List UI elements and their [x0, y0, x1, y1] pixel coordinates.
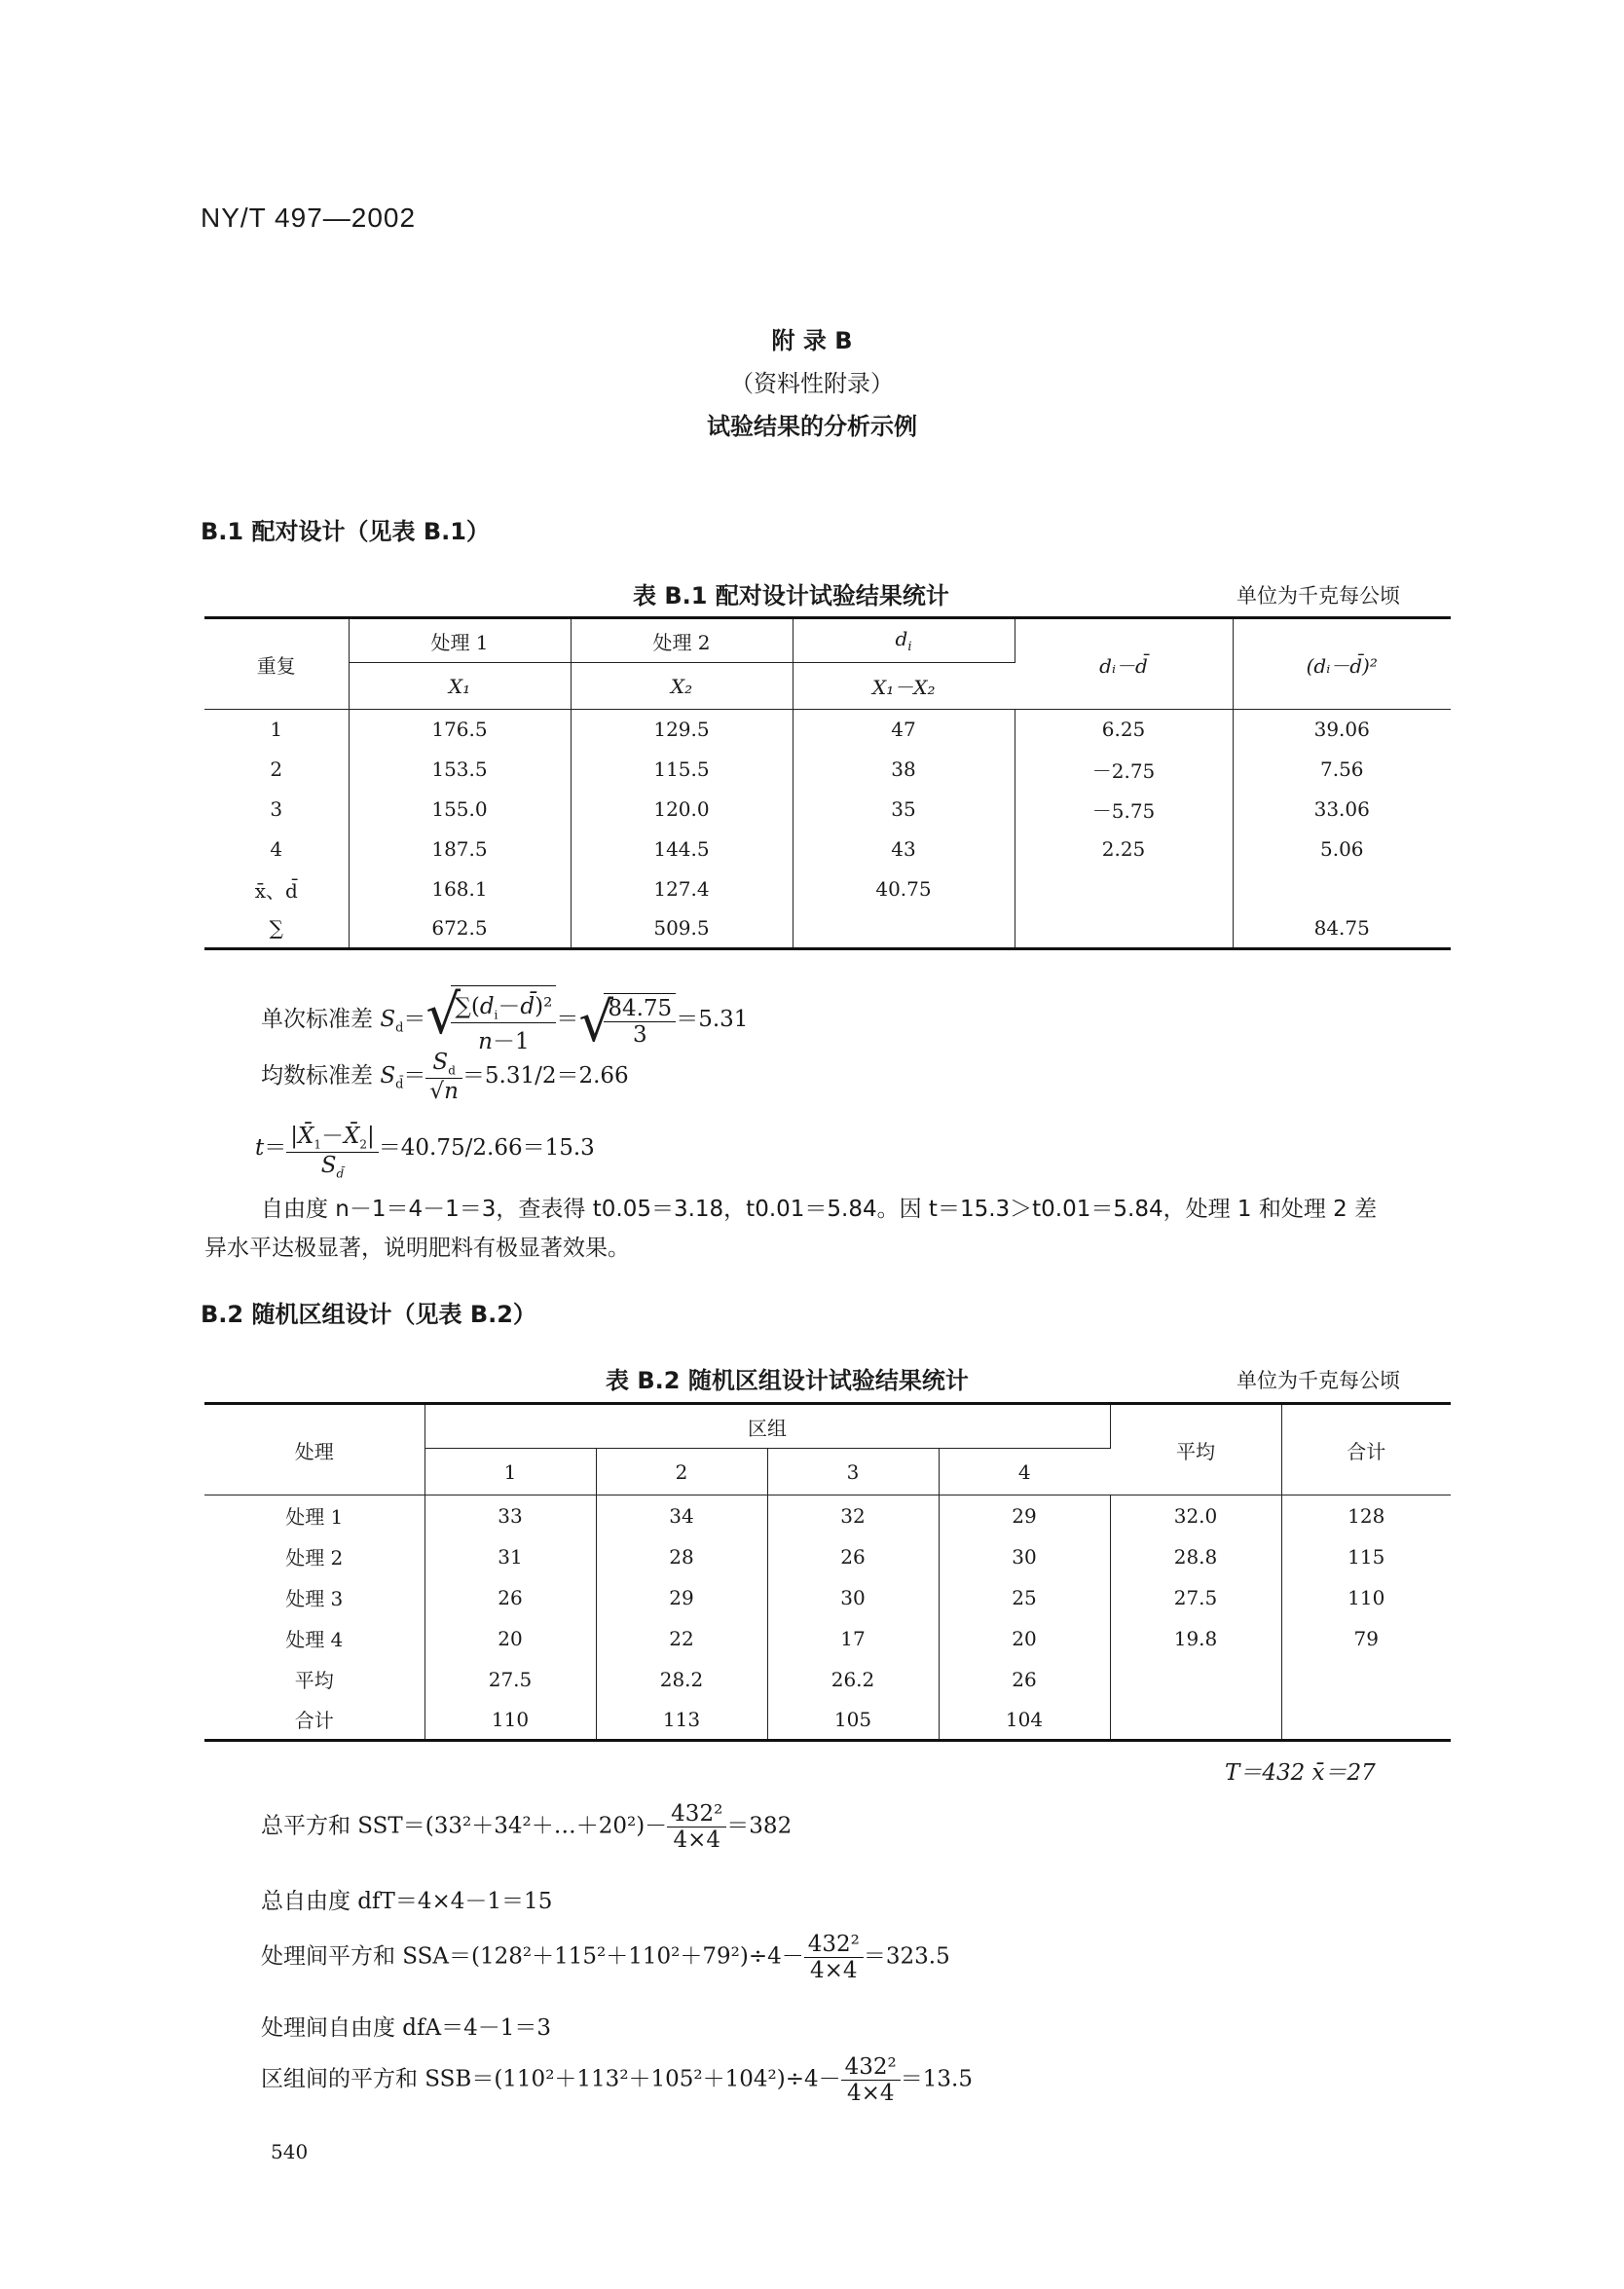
- eq-t-result: ＝40.75/2.66＝15.3: [378, 1135, 595, 1162]
- table-cell: x̄、d̄: [204, 869, 349, 909]
- totals-line: T＝432 x̄＝27: [1225, 1760, 1376, 1786]
- table-cell: 25: [939, 1577, 1110, 1618]
- col-x1x2: X₁－X₂: [793, 663, 1015, 710]
- table-cell: 6.25: [1015, 710, 1233, 750]
- table-cell: [1281, 1700, 1451, 1741]
- table-row: [204, 1659, 1451, 1700]
- col-x2: X₂: [571, 663, 793, 710]
- table-cell: 113: [596, 1700, 767, 1741]
- table-cell: 26: [939, 1659, 1110, 1700]
- table-cell: 3: [204, 790, 349, 830]
- table-cell: 168.1: [349, 869, 571, 909]
- frac-num: 432²: [804, 1932, 864, 1958]
- table-row: [204, 1700, 1451, 1741]
- table-cell: 30: [767, 1577, 939, 1618]
- table-cell: 128: [1347, 1503, 1385, 1528]
- table-cell: 19.8: [1110, 1618, 1281, 1659]
- eq-ss-b: [261, 2054, 973, 2106]
- table-cell: 20: [939, 1618, 1110, 1659]
- col-x1: X₁: [349, 663, 571, 710]
- table-cell: －2.75: [1015, 750, 1233, 790]
- eq-ss-total-text: 总平方和 SST＝(33²＋34²＋…＋20²)－: [261, 1813, 668, 1839]
- table-cell: 176.5: [349, 710, 571, 750]
- table-cell: [1015, 869, 1233, 909]
- table-cell: 合计: [204, 1700, 424, 1741]
- table-cell: 26: [424, 1577, 596, 1618]
- table-cell: 28: [596, 1536, 767, 1577]
- table-cell: 4: [204, 830, 349, 869]
- eq-ss-a-text: 处理间平方和 SSA＝(128²＋115²＋110²＋79²)÷4－: [261, 1943, 804, 1970]
- eq-sdm-result: ＝5.31/2＝2.66: [461, 1062, 629, 1089]
- table-cell: 26.2: [767, 1659, 939, 1700]
- table-cell: 40.75: [793, 869, 1015, 909]
- col-rep: 重复: [204, 618, 349, 710]
- table-row: [204, 790, 1451, 830]
- table-cell: 处理 2: [204, 1536, 424, 1577]
- eq-sd-result: ＝5.31: [676, 1006, 749, 1032]
- table-cell: 32.0: [1110, 1495, 1281, 1536]
- table-cell: 509.5: [571, 909, 793, 949]
- table-cell: 127.4: [571, 869, 793, 909]
- table-cell: 105: [767, 1700, 939, 1741]
- table-cell: 33.06: [1313, 797, 1370, 821]
- eq-sdm: 均数标准差 $S_{d̄}=$ $\frac{S_d}{√n}$ ＝5.31/2＝2.66: [261, 1050, 629, 1104]
- table-cell: －5.75: [1015, 790, 1233, 830]
- table-cell: 33: [424, 1495, 596, 1536]
- table-cell: [1110, 1659, 1281, 1700]
- appendix-title: 附 录 B: [771, 327, 853, 354]
- eq-ss-b-text: 区组间的平方和 SSB＝(110²＋113²＋105²＋104²)÷4－: [261, 2066, 841, 2092]
- table-b1-caption: 表 B.1 配对设计试验结果统计: [633, 582, 949, 609]
- col-block-3: 3: [767, 1449, 939, 1495]
- table-cell: [793, 909, 1015, 949]
- frac-den: 4×4: [810, 1958, 858, 1983]
- table-cell: [1281, 1659, 1451, 1700]
- table-cell: [1233, 869, 1451, 909]
- section-b2: B.2 随机区组设计（见表 B.2）: [201, 1301, 536, 1328]
- table-cell: 110: [424, 1700, 596, 1741]
- eq-ss-total-result: ＝382: [726, 1813, 793, 1839]
- table-cell: 35: [793, 790, 1015, 830]
- table-cell: [1015, 909, 1233, 949]
- eq-df-a: 处理间自由度 dfA＝4－1＝3: [261, 2015, 552, 2041]
- frac-den: 4×4: [846, 2081, 895, 2106]
- frac-num: 432²: [667, 1801, 726, 1828]
- table-cell: 79: [1353, 1626, 1379, 1650]
- table-cell: 104: [939, 1700, 1110, 1741]
- paragraph-df-line1: 自由度 n－1＝4－1＝3，查表得 t0.05＝3.18，t0.01＝5.84。因 t＝15.3＞t0.01＝5.84，处理 1 和处理 2 差: [261, 1197, 1378, 1222]
- col-block-1: 1: [424, 1449, 596, 1495]
- table-b1: [204, 616, 1451, 950]
- col-total: 合计: [1281, 1404, 1451, 1495]
- table-cell: 29: [939, 1495, 1110, 1536]
- table-cell: 110: [1347, 1585, 1385, 1609]
- table-cell: 27.5: [1110, 1577, 1281, 1618]
- table-cell: 5.06: [1319, 837, 1364, 861]
- table-row: [204, 909, 1451, 949]
- table-cell: 22: [596, 1618, 767, 1659]
- table-cell: 115: [1347, 1544, 1385, 1569]
- table-row: [204, 830, 1451, 869]
- table-row: [204, 750, 1451, 790]
- table-cell: 672.5: [349, 909, 571, 949]
- col-t1: 处理 1: [349, 618, 571, 663]
- table-cell: 38: [793, 750, 1015, 790]
- table-cell: 处理 4: [204, 1618, 424, 1659]
- col-block-4: 4: [939, 1449, 1110, 1495]
- table-row: [204, 1577, 1451, 1618]
- table-cell: 32: [767, 1495, 939, 1536]
- table-b2: [204, 1402, 1451, 1742]
- table-cell: 29: [596, 1577, 767, 1618]
- table-cell: 处理 3: [204, 1577, 424, 1618]
- table-cell: 30: [939, 1536, 1110, 1577]
- col-block-2: 2: [596, 1449, 767, 1495]
- table-cell: 115.5: [571, 750, 793, 790]
- appendix-heading: 试验结果的分析示例: [707, 413, 917, 440]
- document-header: NY/T 497—2002: [201, 203, 417, 233]
- col-did: dᵢ－d̄: [1015, 618, 1233, 710]
- table-cell: 43: [793, 830, 1015, 869]
- table-cell: 处理 1: [204, 1495, 424, 1536]
- table-cell: 153.5: [349, 750, 571, 790]
- table-cell: 120.0: [571, 790, 793, 830]
- table-cell: 34: [596, 1495, 767, 1536]
- eq-ss-total: [261, 1801, 792, 1853]
- table-cell: 155.0: [349, 790, 571, 830]
- eq-df-total: 总自由度 dfT＝4×4－1＝15: [261, 1889, 553, 1914]
- appendix-subtitle: （资料性附录）: [730, 370, 894, 397]
- table-cell: 39.06: [1313, 718, 1370, 742]
- col-did2: (dᵢ－d̄)²: [1233, 618, 1451, 710]
- section-b1: B.1 配对设计（见表 B.1）: [201, 518, 490, 545]
- table-cell: 1: [204, 710, 349, 750]
- col-di: $d_i$: [793, 618, 1015, 663]
- table-cell: 129.5: [571, 710, 793, 750]
- table-cell: 144.5: [571, 830, 793, 869]
- table-cell: [1110, 1700, 1281, 1741]
- table-row: [204, 869, 1451, 909]
- table-cell: 27.5: [424, 1659, 596, 1700]
- table-cell: 17: [767, 1618, 939, 1659]
- frac-num: 432²: [841, 2054, 901, 2081]
- col-treat: 处理: [204, 1404, 424, 1495]
- page-number: 540: [271, 2140, 309, 2163]
- table-cell: 31: [424, 1536, 596, 1577]
- eq-sd-label: 单次标准差: [261, 1006, 373, 1032]
- table-cell: 20: [424, 1618, 596, 1659]
- table-row: [204, 1495, 1451, 1536]
- col-avg: 平均: [1110, 1404, 1281, 1495]
- col-t2: 处理 2: [571, 618, 793, 663]
- table-cell: 187.5: [349, 830, 571, 869]
- eq-sdm-label: 均数标准差: [261, 1062, 373, 1089]
- eq-ss-a-result: ＝323.5: [863, 1943, 950, 1970]
- table-cell: 26: [767, 1536, 939, 1577]
- table-cell: 28.2: [596, 1659, 767, 1700]
- table-cell: 2.25: [1015, 830, 1233, 869]
- table-row: [204, 1618, 1451, 1659]
- table-cell: 2: [204, 750, 349, 790]
- table-b2-unit: 单位为千克每公顷: [1236, 1369, 1400, 1392]
- table-cell: 84.75: [1313, 916, 1370, 941]
- table-row: [204, 710, 1451, 750]
- table-cell: 47: [793, 710, 1015, 750]
- eq-ss-a: [261, 1932, 950, 1983]
- eq-ss-b-result: ＝13.5: [900, 2066, 973, 2092]
- table-cell: ∑: [204, 909, 349, 949]
- table-row: [204, 1536, 1451, 1577]
- table-cell: 平均: [204, 1659, 424, 1700]
- frac-den: 4×4: [673, 1828, 720, 1853]
- eq-t: t＝ $\frac{|X̄_1-X̄_2|}{S_{d̄}}$ ＝40.75/2.66＝15.3: [255, 1118, 595, 1180]
- paragraph-df-line2: 异水平达极显著，说明肥料有极显著效果。: [204, 1236, 630, 1261]
- table-cell: 7.56: [1319, 757, 1364, 781]
- col-block: 区组: [424, 1404, 1110, 1449]
- table-cell: 28.8: [1110, 1536, 1281, 1577]
- table-b2-caption: 表 B.2 随机区组设计试验结果统计: [606, 1367, 969, 1394]
- eq-sd: 单次标准差 $S_d=$ √ $\frac{\sum(d_i-d̄)^2}{n-1}$ ＝ √ $\frac{84.75}{3}$ ＝5.31: [261, 983, 749, 1054]
- table-b1-unit: 单位为千克每公顷: [1236, 584, 1400, 608]
